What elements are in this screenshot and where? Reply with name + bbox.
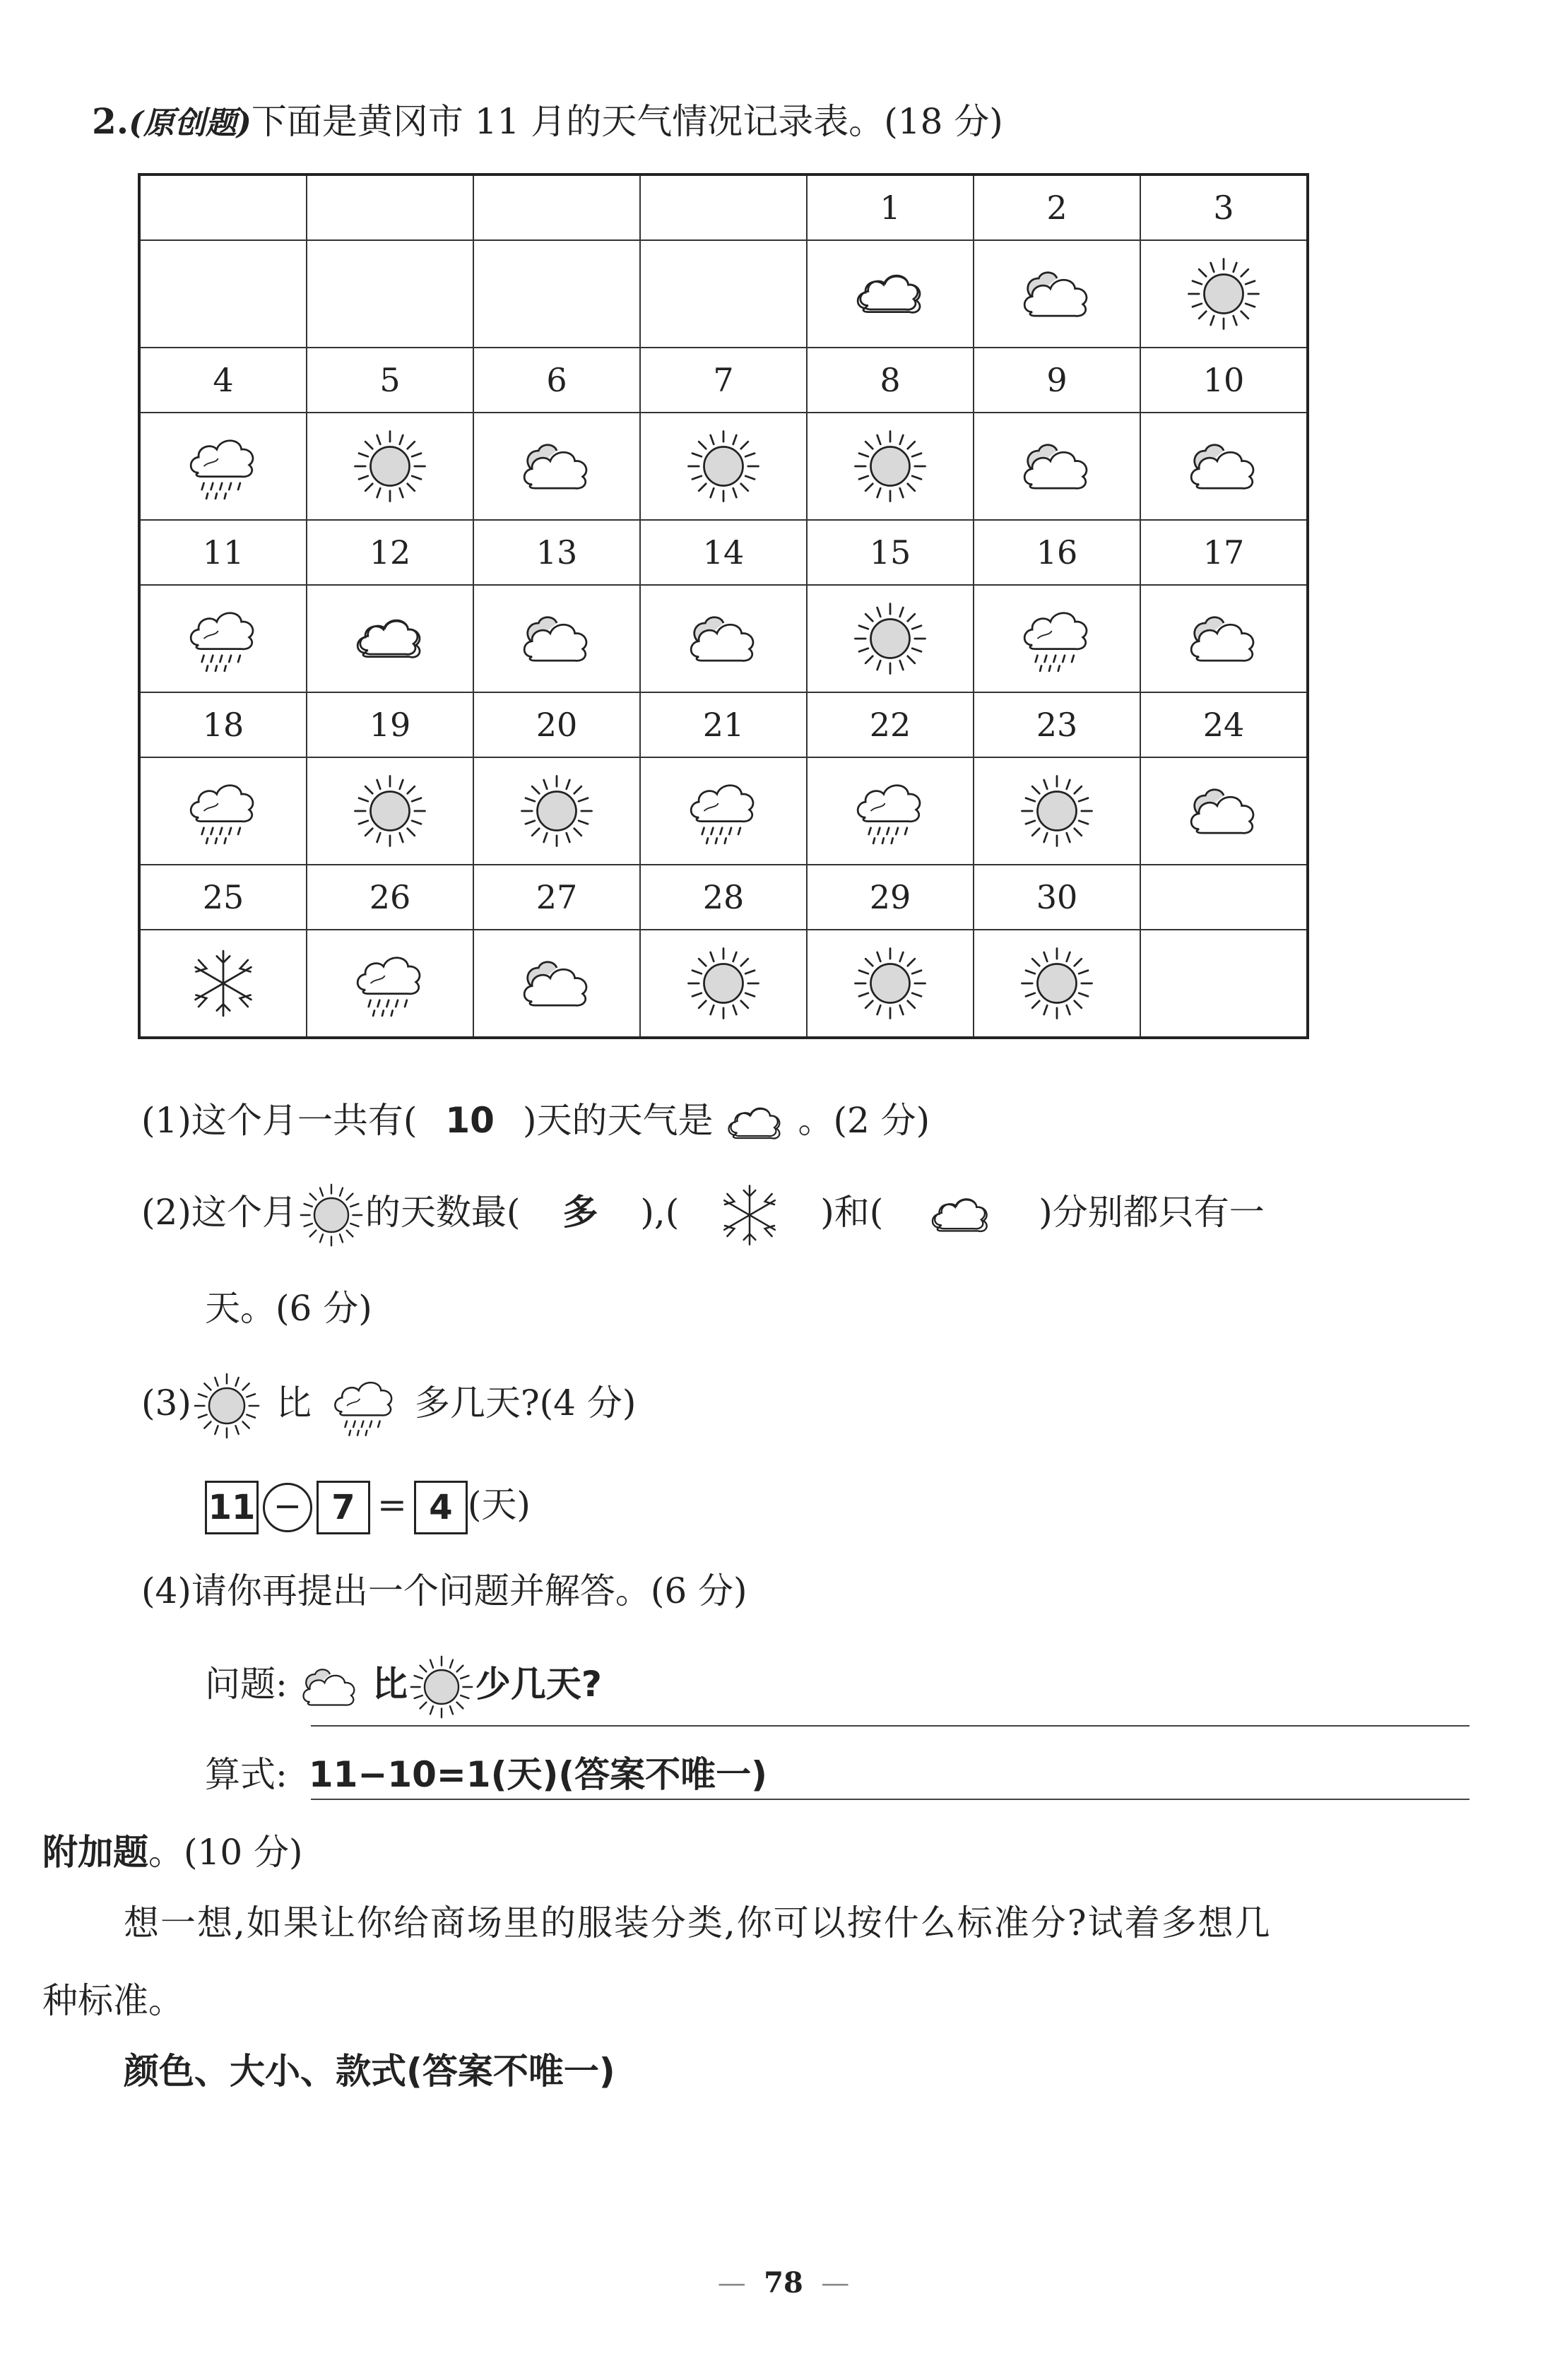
calendar-weather-cell — [807, 240, 974, 348]
eq-box-a: 11 — [205, 1481, 259, 1534]
calendar-weather-cell — [640, 757, 807, 865]
q2-line — [141, 1180, 1265, 1250]
calendar-weather-row — [139, 240, 1308, 348]
calendar-date-row — [139, 348, 1308, 413]
calendar-date-cell: 25 — [139, 865, 307, 930]
calendar-weather-cell — [307, 240, 473, 348]
bonus-score: 。(10 分) — [148, 1832, 303, 1873]
calendar-date-cell: 23 — [974, 692, 1140, 757]
partly-cloudy-icon — [514, 945, 599, 1022]
partly-cloudy-icon — [1181, 427, 1266, 505]
calendar-date-cell: 16 — [974, 520, 1140, 585]
calendar-weather-cell — [473, 585, 640, 692]
calendar-date-cell: 9 — [974, 348, 1140, 413]
calendar-date-cell: 26 — [307, 865, 473, 930]
sunny-icon — [848, 945, 933, 1022]
q2-line2: 天。(6 分) — [205, 1288, 372, 1329]
calendar-date-cell: 7 — [640, 348, 807, 413]
q4-question-tail: 少几天? — [475, 1664, 602, 1705]
calendar-date-cell: 6 — [473, 348, 640, 413]
calendar-date-cell: 21 — [640, 692, 807, 757]
q4-formula-label: 算式: — [205, 1754, 288, 1795]
calendar-date-cell: 20 — [473, 692, 640, 757]
calendar-weather-row — [139, 413, 1308, 520]
question-text: 下面是黄冈市 11 月的天气情况记录表。(18 分) — [251, 101, 1003, 142]
cloudy-icon — [848, 255, 933, 333]
calendar-weather-cell — [1140, 240, 1308, 348]
sunny-icon — [1015, 945, 1099, 1022]
calendar-weather-cell — [139, 240, 307, 348]
bonus-answer: 颜色、大小、款式(答案不唯一) — [124, 2051, 615, 2092]
calendar-weather-cell — [1140, 413, 1308, 520]
q3-suffix: 多几天?(4 分) — [414, 1383, 637, 1423]
calendar-weather-cell — [974, 413, 1140, 520]
calendar-date-cell: 24 — [1140, 692, 1308, 757]
cloudy-icon — [911, 1181, 1010, 1249]
calendar-date-cell: 27 — [473, 865, 640, 930]
calendar-weather-cell — [640, 585, 807, 692]
calendar-weather-cell — [974, 240, 1140, 348]
q2-suffix: )分别都只有一 — [1039, 1192, 1265, 1233]
sunny-icon — [681, 427, 766, 505]
eq-box-result: 4 — [414, 1481, 468, 1534]
calendar-date-cell: 12 — [307, 520, 473, 585]
calendar-date-cell: 3 — [1140, 174, 1308, 240]
page-number-value: 78 — [764, 2266, 803, 2299]
q4-question-label: 问题: — [205, 1664, 288, 1705]
page-number: — 78 — — [717, 2266, 850, 2299]
calendar-date-cell: 4 — [139, 348, 307, 413]
calendar-date-cell: 1 — [807, 174, 974, 240]
calendar-weather-row — [139, 585, 1308, 692]
q3-compare: 比 — [276, 1383, 312, 1423]
eq-equals: = — [377, 1484, 407, 1525]
calendar-weather-cell — [473, 930, 640, 1038]
sunny-icon — [514, 772, 599, 850]
rain-icon — [181, 772, 266, 850]
q1-answer: 10 — [445, 1100, 495, 1141]
calendar-weather-cell — [974, 930, 1140, 1038]
calendar-weather-cell — [640, 930, 807, 1038]
calendar-date-cell — [473, 174, 640, 240]
q2-and: )和( — [820, 1192, 884, 1233]
q4-question-compare: 比 — [372, 1664, 408, 1705]
calendar-date-cell: 17 — [1140, 520, 1308, 585]
calendar-date-row — [139, 520, 1308, 585]
sunny-icon — [297, 1181, 365, 1249]
calendar-weather-cell — [139, 413, 307, 520]
partly-cloudy-icon — [1015, 255, 1099, 333]
q3-prefix: (3) — [141, 1383, 191, 1423]
partly-cloudy-icon — [514, 600, 599, 677]
calendar-weather-row — [139, 757, 1308, 865]
question-header — [92, 99, 1003, 146]
sunny-icon — [1015, 772, 1099, 850]
calendar-date-cell: 2 — [974, 174, 1140, 240]
calendar-weather-cell — [974, 585, 1140, 692]
calendar-weather-cell — [307, 413, 473, 520]
bonus-header — [42, 1830, 303, 1875]
rain-icon — [181, 600, 266, 677]
q3-line — [141, 1370, 636, 1441]
sunny-icon — [848, 600, 933, 677]
partly-cloudy-icon — [1015, 427, 1099, 505]
calendar-date-cell: 30 — [974, 865, 1140, 930]
calendar-weather-cell — [807, 757, 974, 865]
rain-icon — [848, 772, 933, 850]
sunny-icon — [1181, 255, 1266, 333]
partly-cloudy-icon — [514, 427, 599, 505]
calendar-date-cell: 15 — [807, 520, 974, 585]
calendar-weather-cell — [307, 930, 473, 1038]
calendar-date-row — [139, 865, 1308, 930]
eq-unit: (天) — [467, 1484, 531, 1525]
cloudy-icon — [713, 1091, 798, 1155]
calendar-weather-cell — [307, 757, 473, 865]
snow-icon — [714, 1180, 785, 1250]
calendar-weather-cell — [974, 757, 1140, 865]
sunny-icon — [348, 427, 432, 505]
sunny-icon — [681, 945, 766, 1022]
calendar-weather-cell — [807, 413, 974, 520]
calendar-weather-cell — [807, 930, 974, 1038]
calendar-weather-cell — [1140, 930, 1308, 1038]
calendar-weather-cell — [640, 240, 807, 348]
rain-icon — [681, 772, 766, 850]
rain-icon — [181, 427, 266, 505]
q1-middle: )天的天气是 — [522, 1100, 714, 1141]
q1-line — [141, 1091, 930, 1155]
calendar-weather-cell — [473, 757, 640, 865]
calendar-date-cell: 28 — [640, 865, 807, 930]
q4-prompt: (4)请你再提出一个问题并解答。(6 分) — [141, 1570, 747, 1611]
q2-sep: ),( — [640, 1192, 680, 1233]
calendar-date-cell: 19 — [307, 692, 473, 757]
sunny-icon — [408, 1653, 475, 1721]
snow-icon — [181, 945, 266, 1022]
calendar-weather-cell — [1140, 757, 1308, 865]
q1-suffix: 。(2 分) — [798, 1100, 930, 1141]
calendar-date-cell: 13 — [473, 520, 640, 585]
sunny-icon — [348, 772, 432, 850]
calendar-weather-cell — [473, 413, 640, 520]
calendar-weather-cell — [307, 585, 473, 692]
calendar-date-cell — [1140, 865, 1308, 930]
calendar-date-cell — [307, 174, 473, 240]
question-tag: (原创题) — [129, 105, 252, 141]
partly-cloudy-icon — [1181, 600, 1266, 677]
eq-box-b: 7 — [317, 1481, 370, 1534]
calendar-weather-cell — [139, 930, 307, 1038]
calendar-date-cell: 11 — [139, 520, 307, 585]
partly-cloudy-icon — [1181, 772, 1266, 850]
calendar-weather-cell — [139, 585, 307, 692]
partly-cloudy-icon — [288, 1655, 372, 1719]
calendar-date-cell: 22 — [807, 692, 974, 757]
q4-question-underline — [311, 1725, 1470, 1727]
calendar-date-cell: 8 — [807, 348, 974, 413]
calendar-weather-cell — [473, 240, 640, 348]
question-number: 2. — [92, 100, 129, 142]
calendar-date-cell: 5 — [307, 348, 473, 413]
q4-formula — [205, 1752, 767, 1797]
rain-icon — [326, 1370, 403, 1441]
rain-icon — [348, 945, 432, 1022]
q4-formula-underline — [311, 1799, 1470, 1800]
sunny-icon — [191, 1370, 262, 1441]
partly-cloudy-icon — [681, 600, 766, 677]
sunny-icon — [848, 427, 933, 505]
calendar-date-cell — [640, 174, 807, 240]
cloudy-icon — [348, 600, 432, 677]
calendar-date-row — [139, 174, 1308, 240]
q4-question — [205, 1653, 602, 1721]
eq-operator: − — [263, 1483, 312, 1532]
calendar-date-cell: 10 — [1140, 348, 1308, 413]
calendar-date-cell: 14 — [640, 520, 807, 585]
calendar-date-cell: 29 — [807, 865, 974, 930]
q1-prefix: (1)这个月一共有( — [141, 1100, 418, 1141]
calendar-date-row — [139, 692, 1308, 757]
calendar-weather-row — [139, 930, 1308, 1038]
q3-equation — [205, 1476, 531, 1534]
calendar-weather-cell — [1140, 585, 1308, 692]
q2-middle: 的天数最( — [365, 1192, 521, 1233]
calendar-weather-cell — [807, 585, 974, 692]
q4-formula-answer: 11−10=1(天)(答案不唯一) — [308, 1754, 768, 1795]
bonus-text-1: 想一想,如果让你给商场里的服装分类,你可以按什么标准分?试着多想几 — [124, 1902, 1272, 1943]
bonus-title: 附加题 — [42, 1831, 148, 1873]
calendar-weather-cell — [139, 757, 307, 865]
weather-calendar — [138, 173, 1309, 1039]
calendar-weather-cell — [640, 413, 807, 520]
calendar-date-cell: 18 — [139, 692, 307, 757]
bonus-text-2: 种标准。 — [42, 1980, 184, 2021]
q2-prefix: (2)这个月 — [141, 1192, 297, 1233]
rain-icon — [1015, 600, 1099, 677]
q2-answer: 多 — [562, 1192, 598, 1233]
calendar-date-cell — [139, 174, 307, 240]
